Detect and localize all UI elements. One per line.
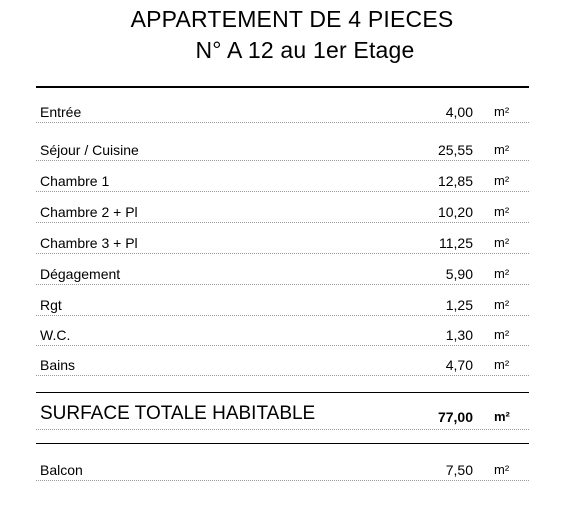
room-unit: m² [494,297,510,312]
room-area: 25,55 [437,142,473,158]
room-unit: m² [494,266,510,281]
room-unit: m² [494,142,510,157]
room-label: Chambre 3 + Pl [40,235,138,251]
total-bottom-rule [36,443,529,444]
room-area: 4,70 [445,357,473,373]
room-label: Entrée [40,104,82,120]
document-subtitle: N° A 12 au 1er Etage [195,37,415,63]
extra-unit: m² [494,462,510,477]
room-unit: m² [494,327,510,342]
room-label: Séjour / Cuisine [40,142,139,158]
room-area: 11,25 [439,235,473,251]
room-row-sejour-cuisine [36,139,529,161]
room-row-chambre-3 [36,232,529,254]
room-area: 10,20 [437,204,473,220]
room-row-degagement [36,263,529,285]
room-label: Chambre 1 [40,173,110,189]
extra-label: Balcon [40,462,83,478]
room-area: 1,30 [445,327,473,343]
total-area: 77,00 [437,409,473,425]
top-rule [36,86,529,88]
room-unit: m² [494,173,510,188]
room-label: Chambre 2 + Pl [40,204,138,220]
room-row-chambre-1 [36,170,529,192]
room-unit: m² [494,104,510,119]
extra-row-balcon [36,459,529,481]
room-area: 1,25 [445,297,473,313]
room-unit: m² [494,357,510,372]
room-label: W.C. [40,327,71,343]
total-row [36,400,529,430]
total-unit: m² [494,409,510,424]
room-area: 12,85 [437,173,473,189]
room-label: Dégagement [40,266,121,282]
room-row-wc [36,324,529,346]
room-label: Bains [40,357,76,373]
room-area: 5,90 [445,266,473,282]
room-row-entree [36,101,529,123]
total-label: SURFACE TOTALE HABITABLE [40,403,316,424]
room-unit: m² [494,204,510,219]
room-row-chambre-2 [36,201,529,223]
room-area: 4,00 [445,104,473,120]
room-row-rgt [36,294,529,316]
room-label: Rgt [40,297,62,313]
total-top-rule [36,392,529,393]
room-unit: m² [494,235,510,250]
document-title: APPARTEMENT DE 4 PIECES [130,6,454,32]
room-row-bains [36,354,529,376]
extra-area: 7,50 [445,462,473,478]
